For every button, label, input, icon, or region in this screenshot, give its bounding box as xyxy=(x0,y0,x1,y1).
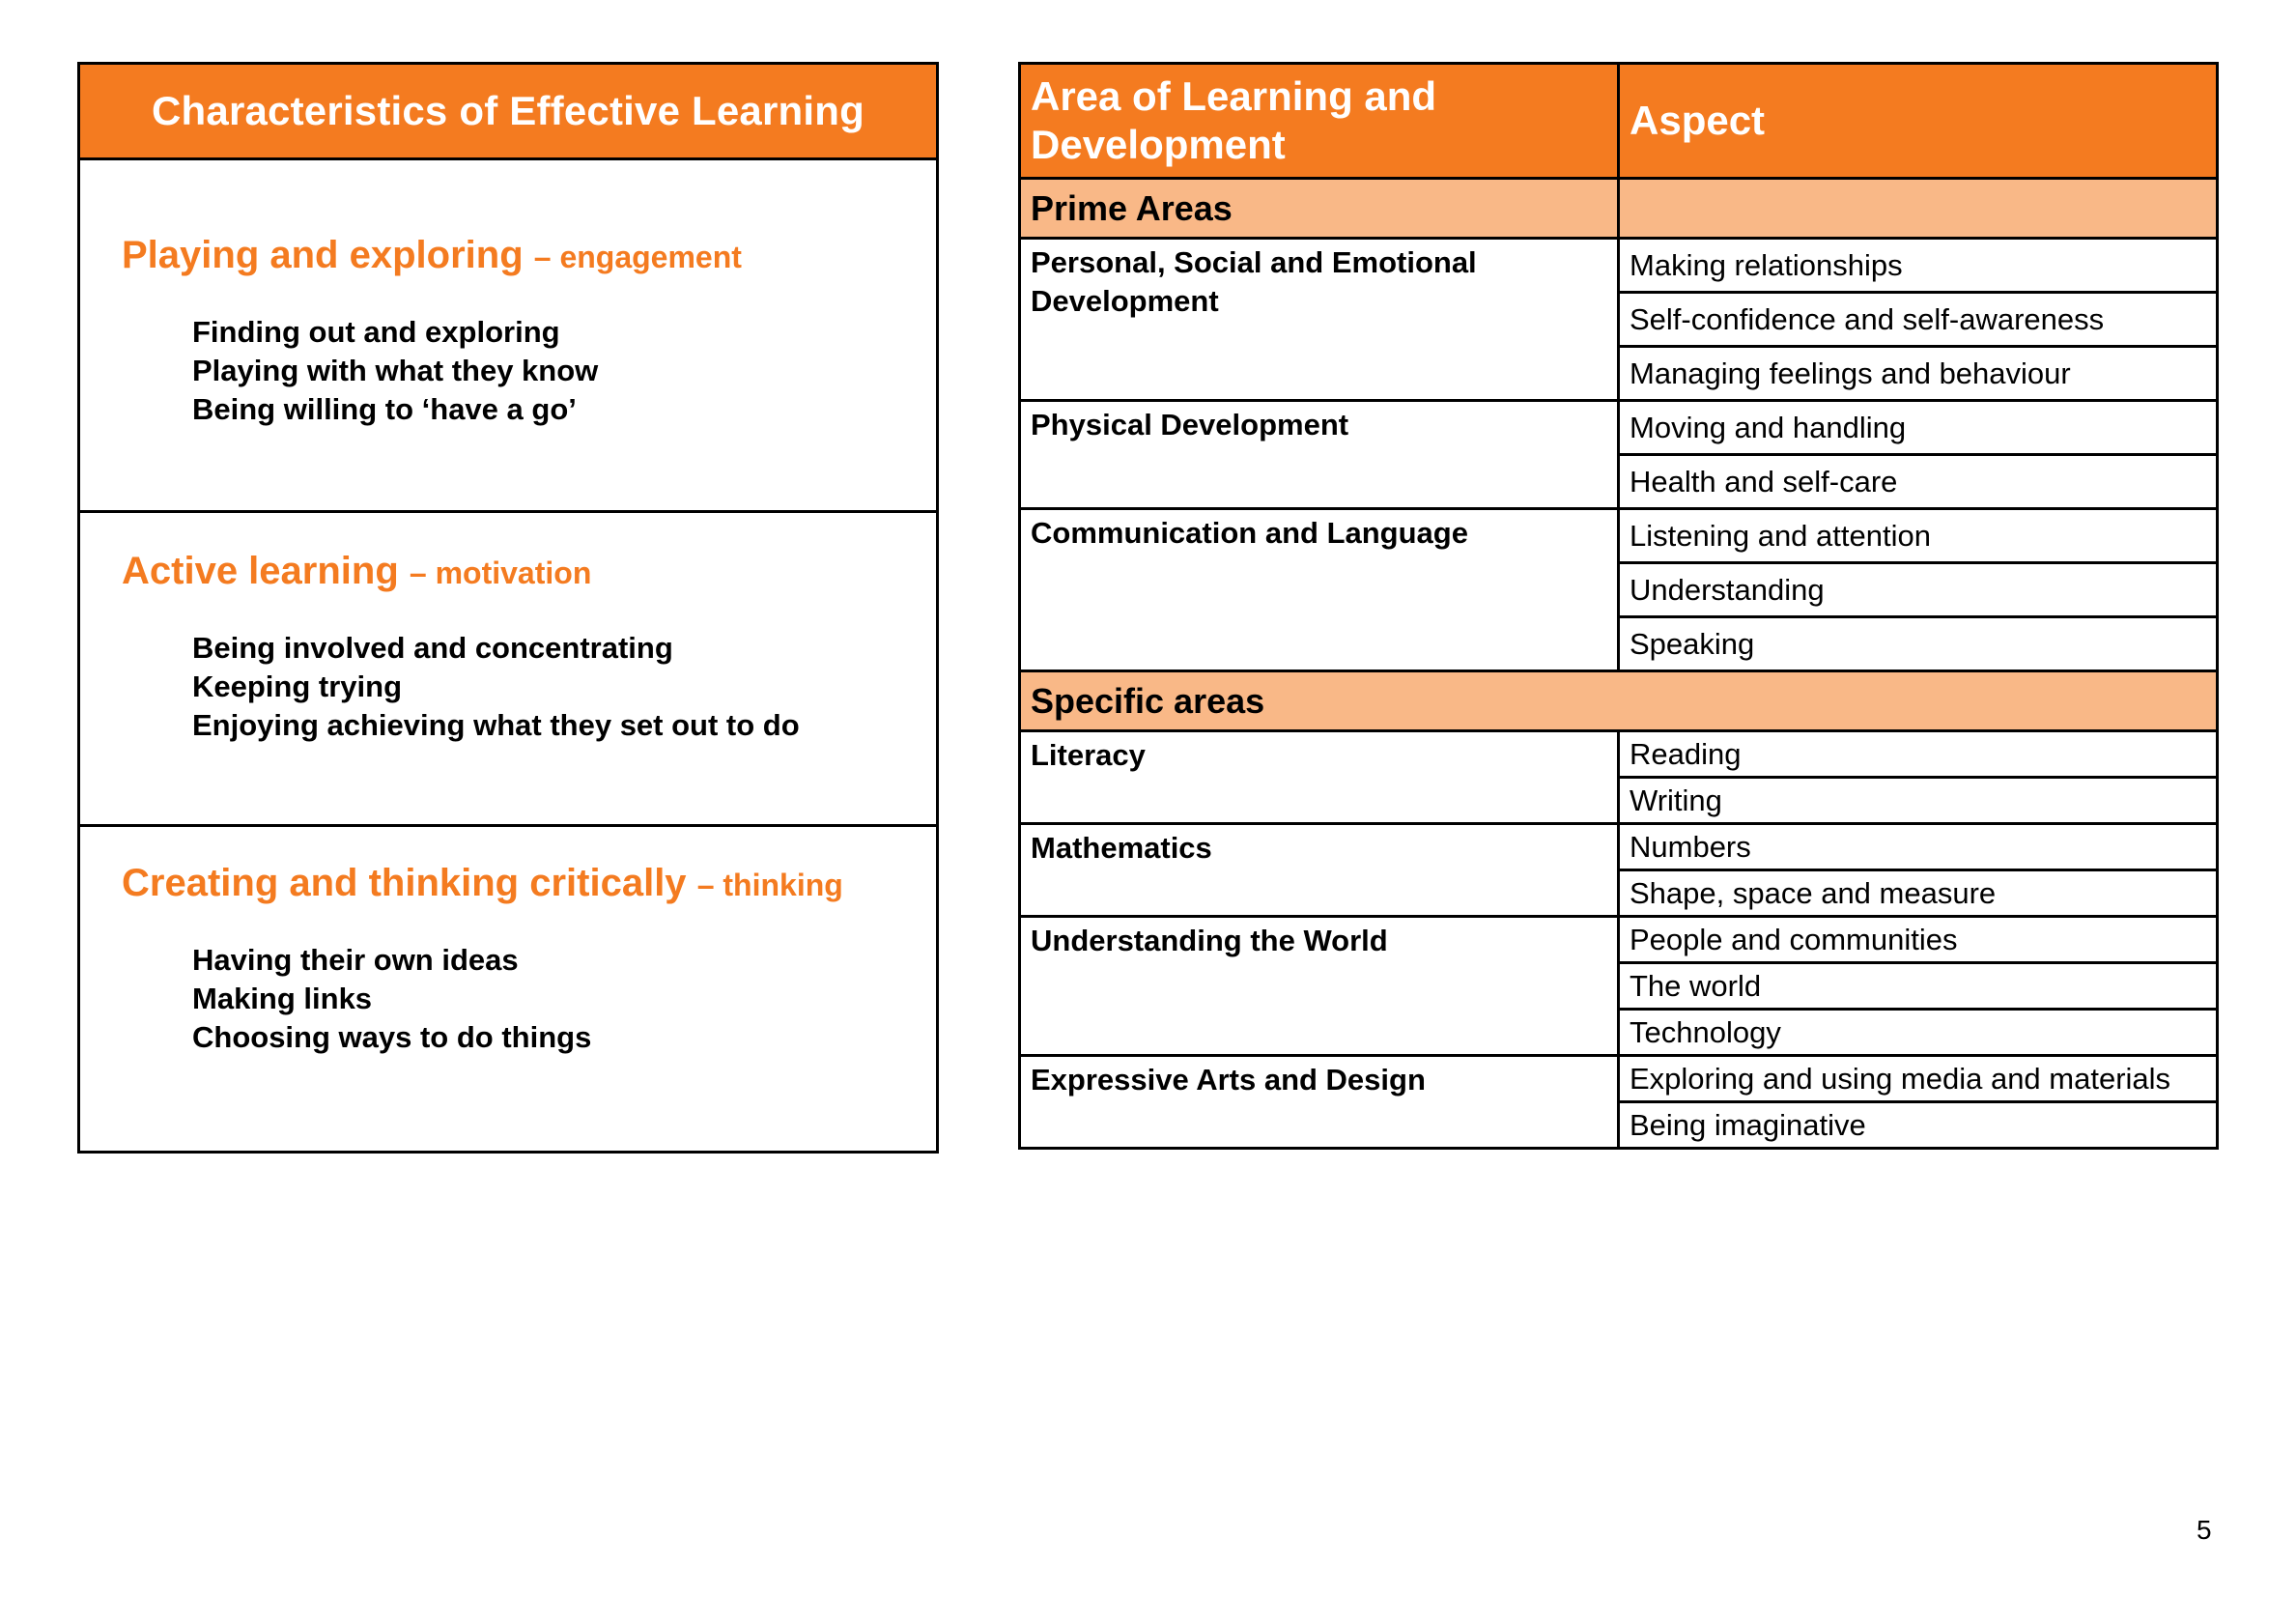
group-row-specific xyxy=(1020,671,2218,731)
aspect-cell: Speaking xyxy=(1619,617,2218,671)
area-cell: Understanding the World xyxy=(1020,917,1619,1056)
list-item: Finding out and exploring xyxy=(192,315,560,349)
section-subheading: – engagement xyxy=(533,240,742,274)
list-item: Making links xyxy=(192,982,373,1015)
table-row xyxy=(1020,401,2218,455)
table-row xyxy=(1020,824,2218,870)
aspect-cell: Moving and handling xyxy=(1619,401,2218,455)
section-heading-text: Active learning xyxy=(122,550,399,592)
table-row xyxy=(1020,239,2218,293)
aspect-cell: Exploring and using media and materials xyxy=(1619,1056,2218,1102)
section-heading-text: Creating and thinking critically xyxy=(122,862,687,904)
list-item: Keeping trying xyxy=(192,670,403,703)
aspect-cell: Health and self-care xyxy=(1619,455,2218,509)
header-aspect: Aspect xyxy=(1619,64,2218,179)
list-item: Being willing to ‘have a go’ xyxy=(192,392,577,426)
table-row xyxy=(1020,731,2218,778)
characteristics-panel xyxy=(77,62,939,1154)
section-heading xyxy=(122,862,843,905)
aspect-cell: Managing feelings and behaviour xyxy=(1619,347,2218,401)
section-subheading: – thinking xyxy=(696,868,843,902)
section-creating-thinking xyxy=(80,827,936,1154)
section-items xyxy=(192,313,598,429)
page-number: 5 xyxy=(2197,1515,2212,1545)
list-item: Being involved and concentrating xyxy=(192,631,673,665)
aspect-cell: Listening and attention xyxy=(1619,509,2218,563)
section-heading xyxy=(122,550,591,593)
aspect-cell: Self-confidence and self-awareness xyxy=(1619,293,2218,347)
group-label: Prime Areas xyxy=(1020,179,1619,239)
list-item: Playing with what they know xyxy=(192,354,599,387)
aspect-cell: People and communities xyxy=(1619,917,2218,963)
area-cell: Expressive Arts and Design xyxy=(1020,1056,1619,1149)
section-items xyxy=(192,941,591,1057)
area-cell: Communication and Language xyxy=(1020,509,1619,671)
area-cell: Physical Development xyxy=(1020,401,1619,509)
table-row xyxy=(1020,917,2218,963)
table-header-row xyxy=(1020,64,2218,179)
aspect-cell: Writing xyxy=(1619,778,2218,824)
section-playing-exploring xyxy=(80,160,936,513)
aspect-cell: The world xyxy=(1619,963,2218,1010)
characteristics-title: Characteristics of Effective Learning xyxy=(80,65,936,160)
header-area: Area of Learning and Development xyxy=(1020,64,1619,179)
list-item: Choosing ways to do things xyxy=(192,1020,592,1054)
section-heading xyxy=(122,234,742,277)
area-cell: Mathematics xyxy=(1020,824,1619,917)
section-subheading: – motivation xyxy=(409,556,592,590)
list-item: Enjoying achieving what they set out to do xyxy=(192,708,800,742)
group-label: Specific areas xyxy=(1020,671,2218,731)
aspect-cell: Being imaginative xyxy=(1619,1102,2218,1149)
table-row xyxy=(1020,1056,2218,1102)
section-heading-text: Playing and exploring xyxy=(122,234,524,276)
area-cell: Literacy xyxy=(1020,731,1619,824)
table-row xyxy=(1020,509,2218,563)
areas-of-learning-table xyxy=(1018,62,2219,1150)
group-row-prime xyxy=(1020,179,2218,239)
aspect-cell: Reading xyxy=(1619,731,2218,778)
aspect-cell: Making relationships xyxy=(1619,239,2218,293)
group-empty-cell xyxy=(1619,179,2218,239)
section-items xyxy=(192,629,800,745)
aspect-cell: Understanding xyxy=(1619,563,2218,617)
area-cell: Personal, Social and Emotional Development xyxy=(1020,239,1619,401)
list-item: Having their own ideas xyxy=(192,943,519,977)
aspect-cell: Shape, space and measure xyxy=(1619,870,2218,917)
section-active-learning xyxy=(80,513,936,827)
aspect-cell: Numbers xyxy=(1619,824,2218,870)
aspect-cell: Technology xyxy=(1619,1010,2218,1056)
